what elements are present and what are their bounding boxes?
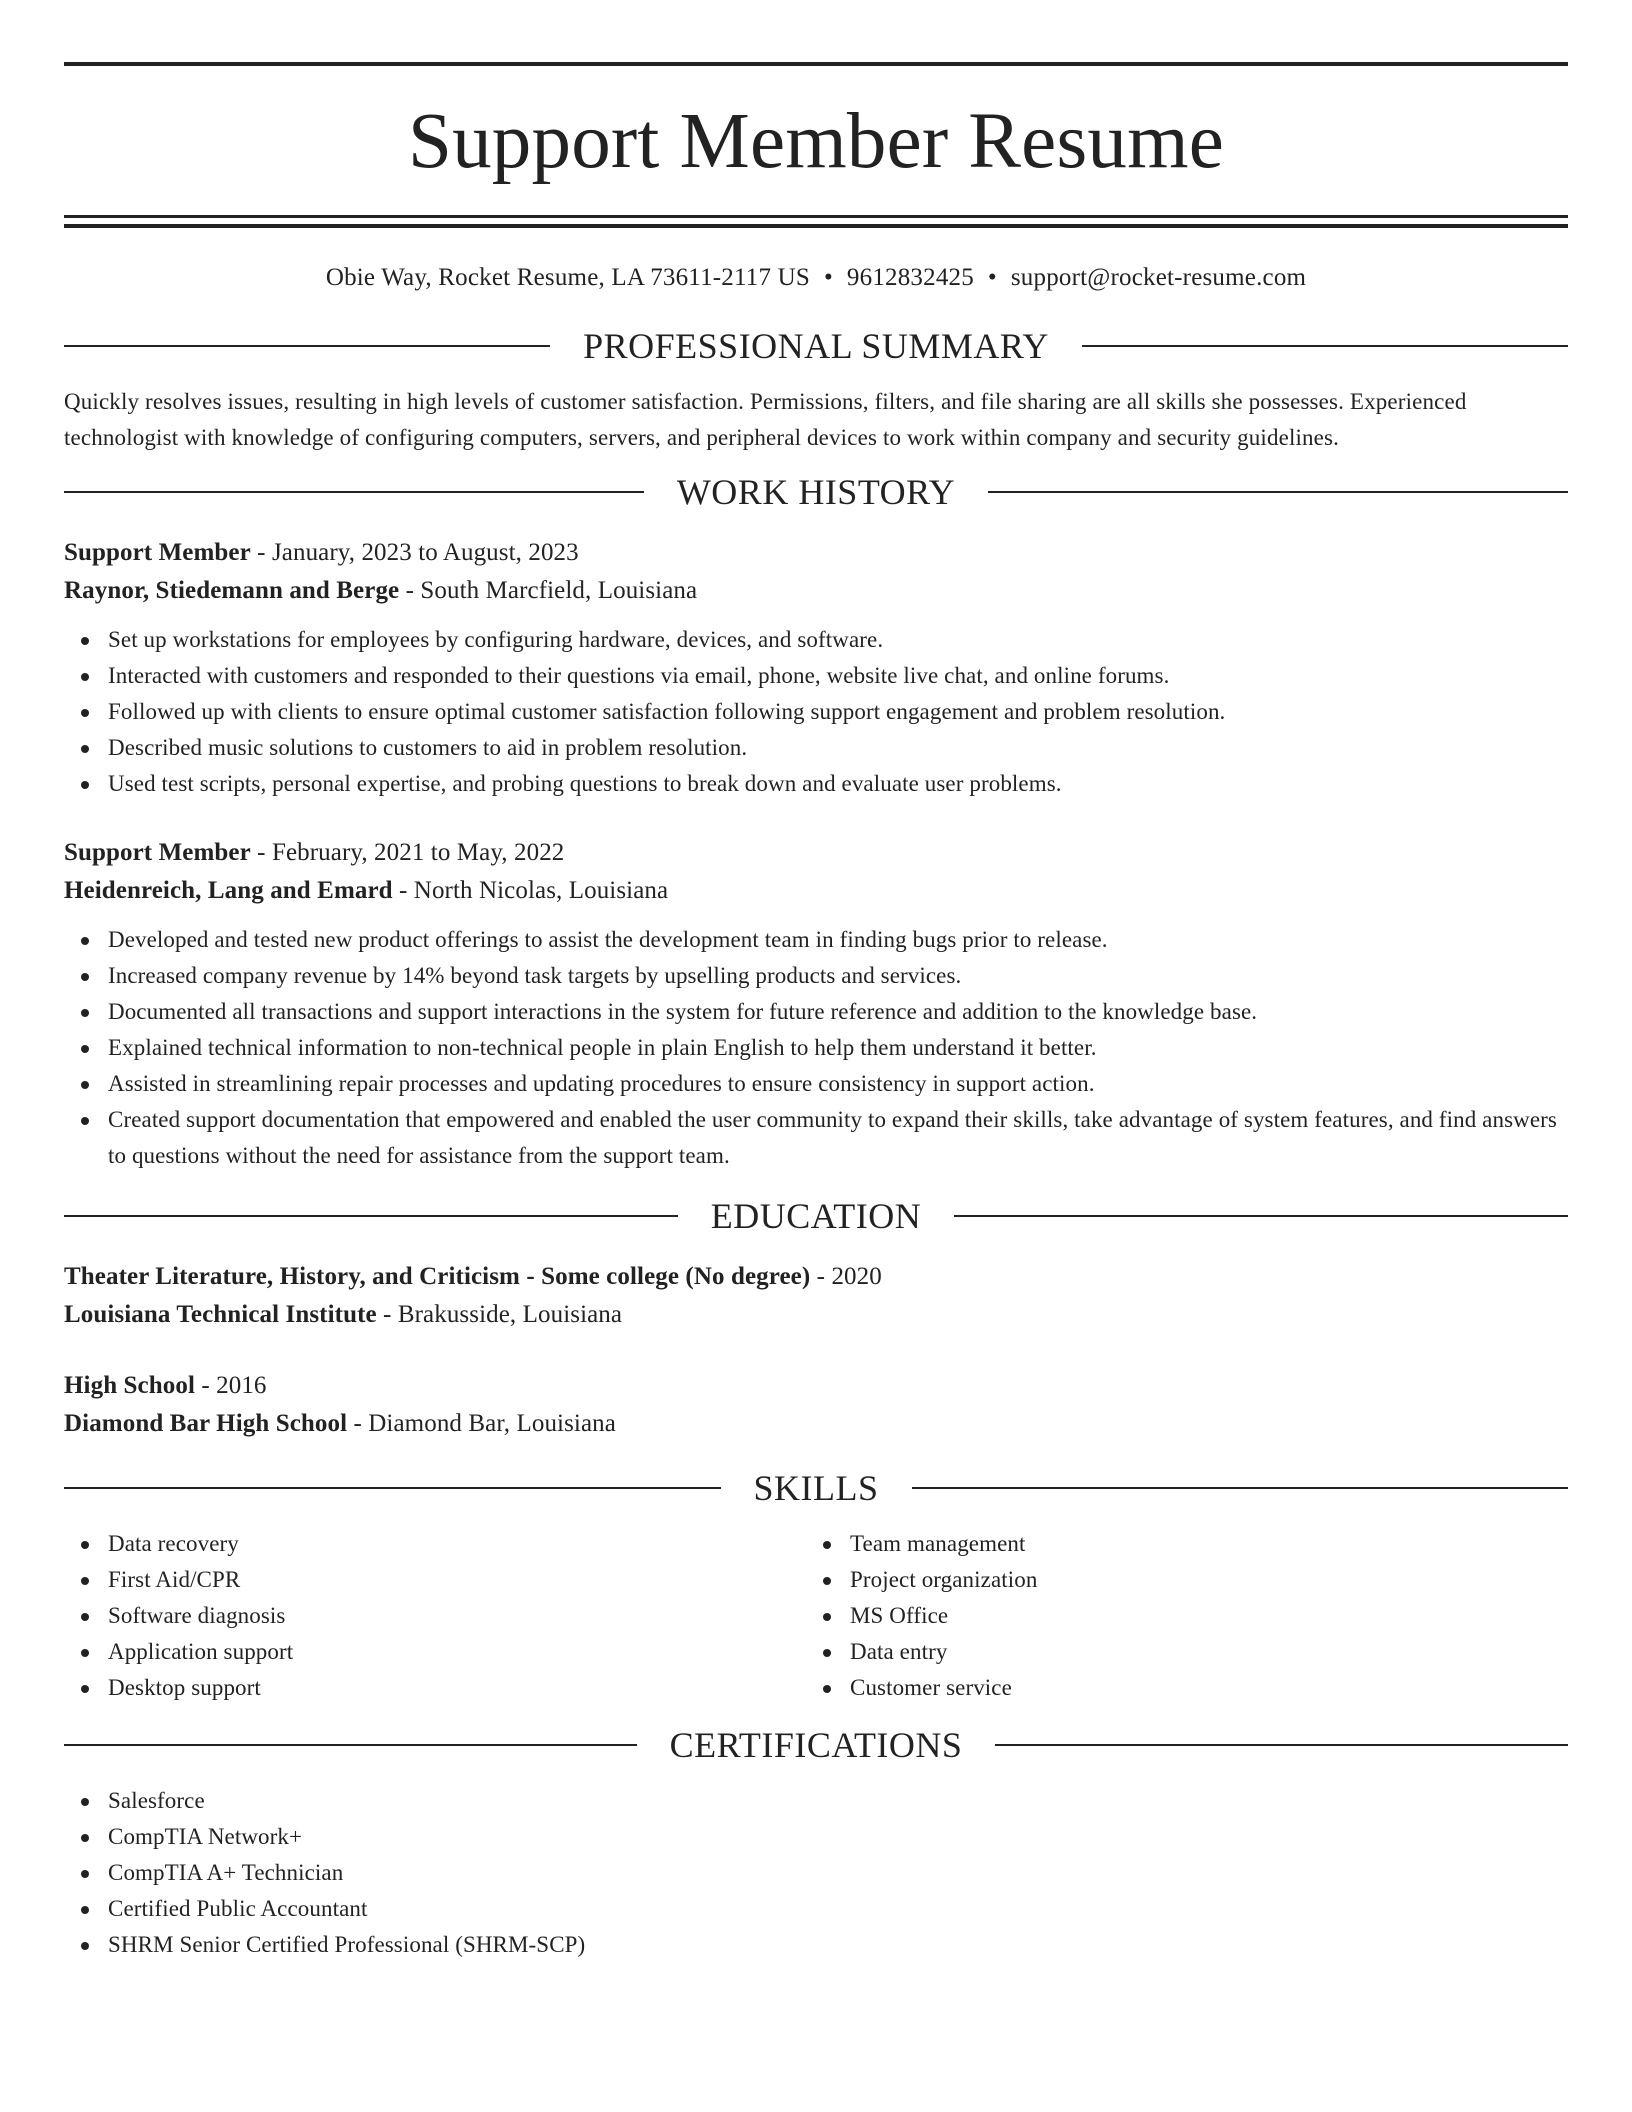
job-company-line	[64, 572, 1568, 610]
section-heading-certifications	[64, 1727, 1568, 1763]
education-school-line	[64, 1296, 1568, 1334]
skills-list-left	[64, 1526, 806, 1706]
contact-phone: 9612832425	[846, 264, 974, 291]
education-year: - 2016	[195, 1372, 267, 1399]
skills-list-right	[806, 1526, 1548, 1706]
contact-separator: •	[987, 264, 997, 291]
contact-address: Obie Way, Rocket Resume, LA 73611-2117 US	[325, 264, 810, 291]
section-heading-summary	[64, 328, 1568, 364]
list-item: MS Office	[806, 1598, 1548, 1634]
list-item: SHRM Senior Certified Professional (SHRM-SCP)	[64, 1927, 1568, 1963]
list-item: Used test scripts, personal expertise, and probing questions to break down and evaluate user problems.	[64, 766, 1568, 802]
education-degree: High School	[64, 1372, 195, 1399]
education-entry	[64, 1367, 1568, 1443]
list-item: Salesforce	[64, 1783, 1568, 1819]
list-item: Set up workstations for employees by configuring hardware, devices, and software.	[64, 622, 1568, 658]
list-item: Software diagnosis	[64, 1598, 806, 1634]
list-item: Followed up with clients to ensure optimal customer satisfaction following support engagement and problem resolution.	[64, 694, 1568, 730]
list-item: Project organization	[806, 1562, 1548, 1598]
section-title: WORK HISTORY	[676, 472, 956, 512]
certifications-list	[64, 1783, 1568, 1963]
education-degree-line	[64, 1258, 1568, 1296]
education-school-line	[64, 1405, 1568, 1443]
job-location: - North Nicolas, Louisiana	[392, 877, 669, 904]
title-double-rule	[64, 215, 1568, 228]
list-item: Increased company revenue by 14% beyond task targets by upselling products and services.	[64, 958, 1568, 994]
education-school: Louisiana Technical Institute	[64, 1301, 377, 1328]
section-title: SKILLS	[753, 1468, 879, 1508]
list-item: Application support	[64, 1634, 806, 1670]
list-item: Desktop support	[64, 1670, 806, 1706]
job-bullets	[64, 922, 1568, 1174]
list-item: Described music solutions to customers to aid in problem resolution.	[64, 730, 1568, 766]
skills-grid	[64, 1526, 1568, 1706]
section-title: PROFESSIONAL SUMMARY	[583, 326, 1049, 366]
list-item: CompTIA Network+	[64, 1819, 1568, 1855]
list-item: Customer service	[806, 1670, 1548, 1706]
list-item: Developed and tested new product offerings to assist the development team in finding bugs prior to release.	[64, 922, 1568, 958]
education-location: - Diamond Bar, Louisiana	[347, 1410, 616, 1437]
list-item: CompTIA A+ Technician	[64, 1855, 1568, 1891]
education-location: - Brakusside, Louisiana	[376, 1301, 623, 1328]
job-entry	[64, 834, 1568, 1174]
list-item: Created support documentation that empowered and enabled the user community to expand their skills, take advantage of system features, and find answers to questions without the need for assistance from the support team.	[64, 1102, 1568, 1174]
resume-page	[64, 62, 1568, 1963]
contact-separator: •	[823, 264, 833, 291]
job-dates: - February, 2021 to May, 2022	[250, 839, 565, 866]
list-item: Documented all transactions and support interactions in the system for future reference and addition to the knowledge base.	[64, 994, 1568, 1030]
section-heading-work-history	[64, 474, 1568, 510]
section-title: CERTIFICATIONS	[669, 1725, 963, 1765]
contact-email: support@rocket-resume.com	[1010, 264, 1307, 291]
list-item: Interacted with customers and responded to their questions via email, phone, website live chat, and online forums.	[64, 658, 1568, 694]
section-heading-skills	[64, 1470, 1568, 1506]
job-dates: - January, 2023 to August, 2023	[250, 539, 579, 566]
education-year: - 2020	[810, 1263, 882, 1290]
section-title: EDUCATION	[710, 1196, 922, 1236]
education-degree-line	[64, 1367, 1568, 1405]
job-title: Support Member	[64, 539, 251, 566]
job-title-line	[64, 834, 1568, 872]
list-item: Data entry	[806, 1634, 1548, 1670]
list-item: Data recovery	[64, 1526, 806, 1562]
job-location: - South Marcfield, Louisiana	[399, 577, 698, 604]
job-company-line	[64, 872, 1568, 910]
top-rule	[64, 62, 1568, 66]
job-entry	[64, 534, 1568, 802]
list-item: Assisted in streamlining repair processes and updating procedures to ensure consistency in support action.	[64, 1066, 1568, 1102]
job-company: Raynor, Stiedemann and Berge	[64, 577, 400, 604]
job-title: Support Member	[64, 839, 251, 866]
list-item: Explained technical information to non-technical people in plain English to help them understand it better.	[64, 1030, 1568, 1066]
contact-line	[64, 264, 1568, 292]
list-item: Team management	[806, 1526, 1548, 1562]
list-item: First Aid/CPR	[64, 1562, 806, 1598]
job-company: Heidenreich, Lang and Emard	[64, 877, 393, 904]
resume-title: Support Member Resume	[407, 98, 1225, 185]
education-degree: Theater Literature, History, and Criticism - Some college (No degree)	[64, 1263, 811, 1290]
list-item: Certified Public Accountant	[64, 1891, 1568, 1927]
summary-text: Quickly resolves issues, resulting in high levels of customer satisfaction. Permissions, filters, and file sharing are all skills she possesses. Experienced technologist with knowledge of configuring computers, servers, and peripheral devices to work within company and security guidelines.	[64, 389, 1467, 450]
job-title-line	[64, 534, 1568, 572]
education-entry	[64, 1258, 1568, 1334]
job-bullets	[64, 622, 1568, 802]
education-school: Diamond Bar High School	[64, 1410, 348, 1437]
section-heading-education	[64, 1198, 1568, 1234]
